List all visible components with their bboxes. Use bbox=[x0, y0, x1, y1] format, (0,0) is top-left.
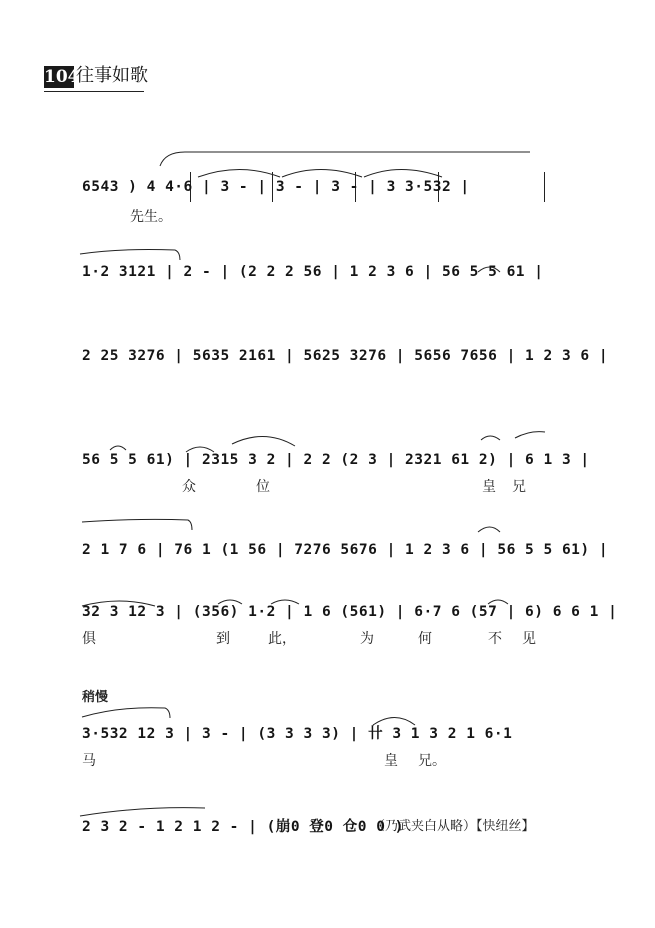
score-line-8: 2 3 2 - 1 2 1 2 - | (崩0 登0 仓0 0 ) bbox=[82, 819, 404, 835]
header-rule bbox=[44, 91, 144, 92]
score-line-2: 1·2 3121 | 2 - | (2 2 2 56 | 1 2 3 6 | 56 5 5 61 | bbox=[82, 264, 544, 280]
lyric: 此， bbox=[268, 631, 296, 647]
lyric: 皇 bbox=[384, 753, 398, 769]
lyric: 到 bbox=[216, 631, 230, 647]
lyric: 众 bbox=[182, 479, 196, 495]
score-line-6: 32 3 12 3 | (356) 1·2 | 1 6 (561) | 6·7 6 (57 | 6) 6 6 1 | bbox=[82, 604, 618, 620]
book-title: 往事如歌 bbox=[76, 65, 148, 86]
lyric: 俱 bbox=[82, 631, 96, 647]
score-line-5: 2 1 7 6 | 76 1 (1 56 | 7276 5676 | 1 2 3 6 | 56 5 5 61) | bbox=[82, 542, 609, 558]
score-line-1: 6543 ) 4 4·6 | 3 - | 3 - | 3 - | 3 3·532 | bbox=[82, 179, 470, 195]
page-number: 104 bbox=[44, 67, 80, 87]
score-line-3: 2 25 3276 | 5635 2161 | 5625 3276 | 5656 7656 | 1 2 3 6 | bbox=[82, 348, 609, 364]
lyric-line-1: 先生。 bbox=[130, 209, 172, 225]
lyric: 何 bbox=[418, 631, 432, 647]
lyric: 马 bbox=[82, 753, 96, 769]
score-line-7: 3·532 12 3 | 3 - | (3 3 3 3) | 卄 3 1 3 2 1 6·1 bbox=[82, 726, 513, 742]
lyric: 不 bbox=[488, 631, 502, 647]
lyric: 皇 bbox=[482, 479, 496, 495]
score-line-4: 56 5 5 61) | 2315 3 2 | 2 2 (2 3 | 2321 61 2) | 6 1 3 | bbox=[82, 452, 590, 468]
lyric: 位 bbox=[256, 479, 270, 495]
lyric: 为 bbox=[360, 631, 374, 647]
barline bbox=[544, 172, 545, 202]
tempo-marking: 稍慢 bbox=[82, 690, 109, 705]
stage-direction: （乃武夹白从略）【快纽丝】 bbox=[372, 819, 535, 834]
lyric: 兄。 bbox=[418, 753, 446, 769]
lyric: 见 bbox=[522, 631, 536, 647]
lyric: 兄 bbox=[512, 479, 526, 495]
